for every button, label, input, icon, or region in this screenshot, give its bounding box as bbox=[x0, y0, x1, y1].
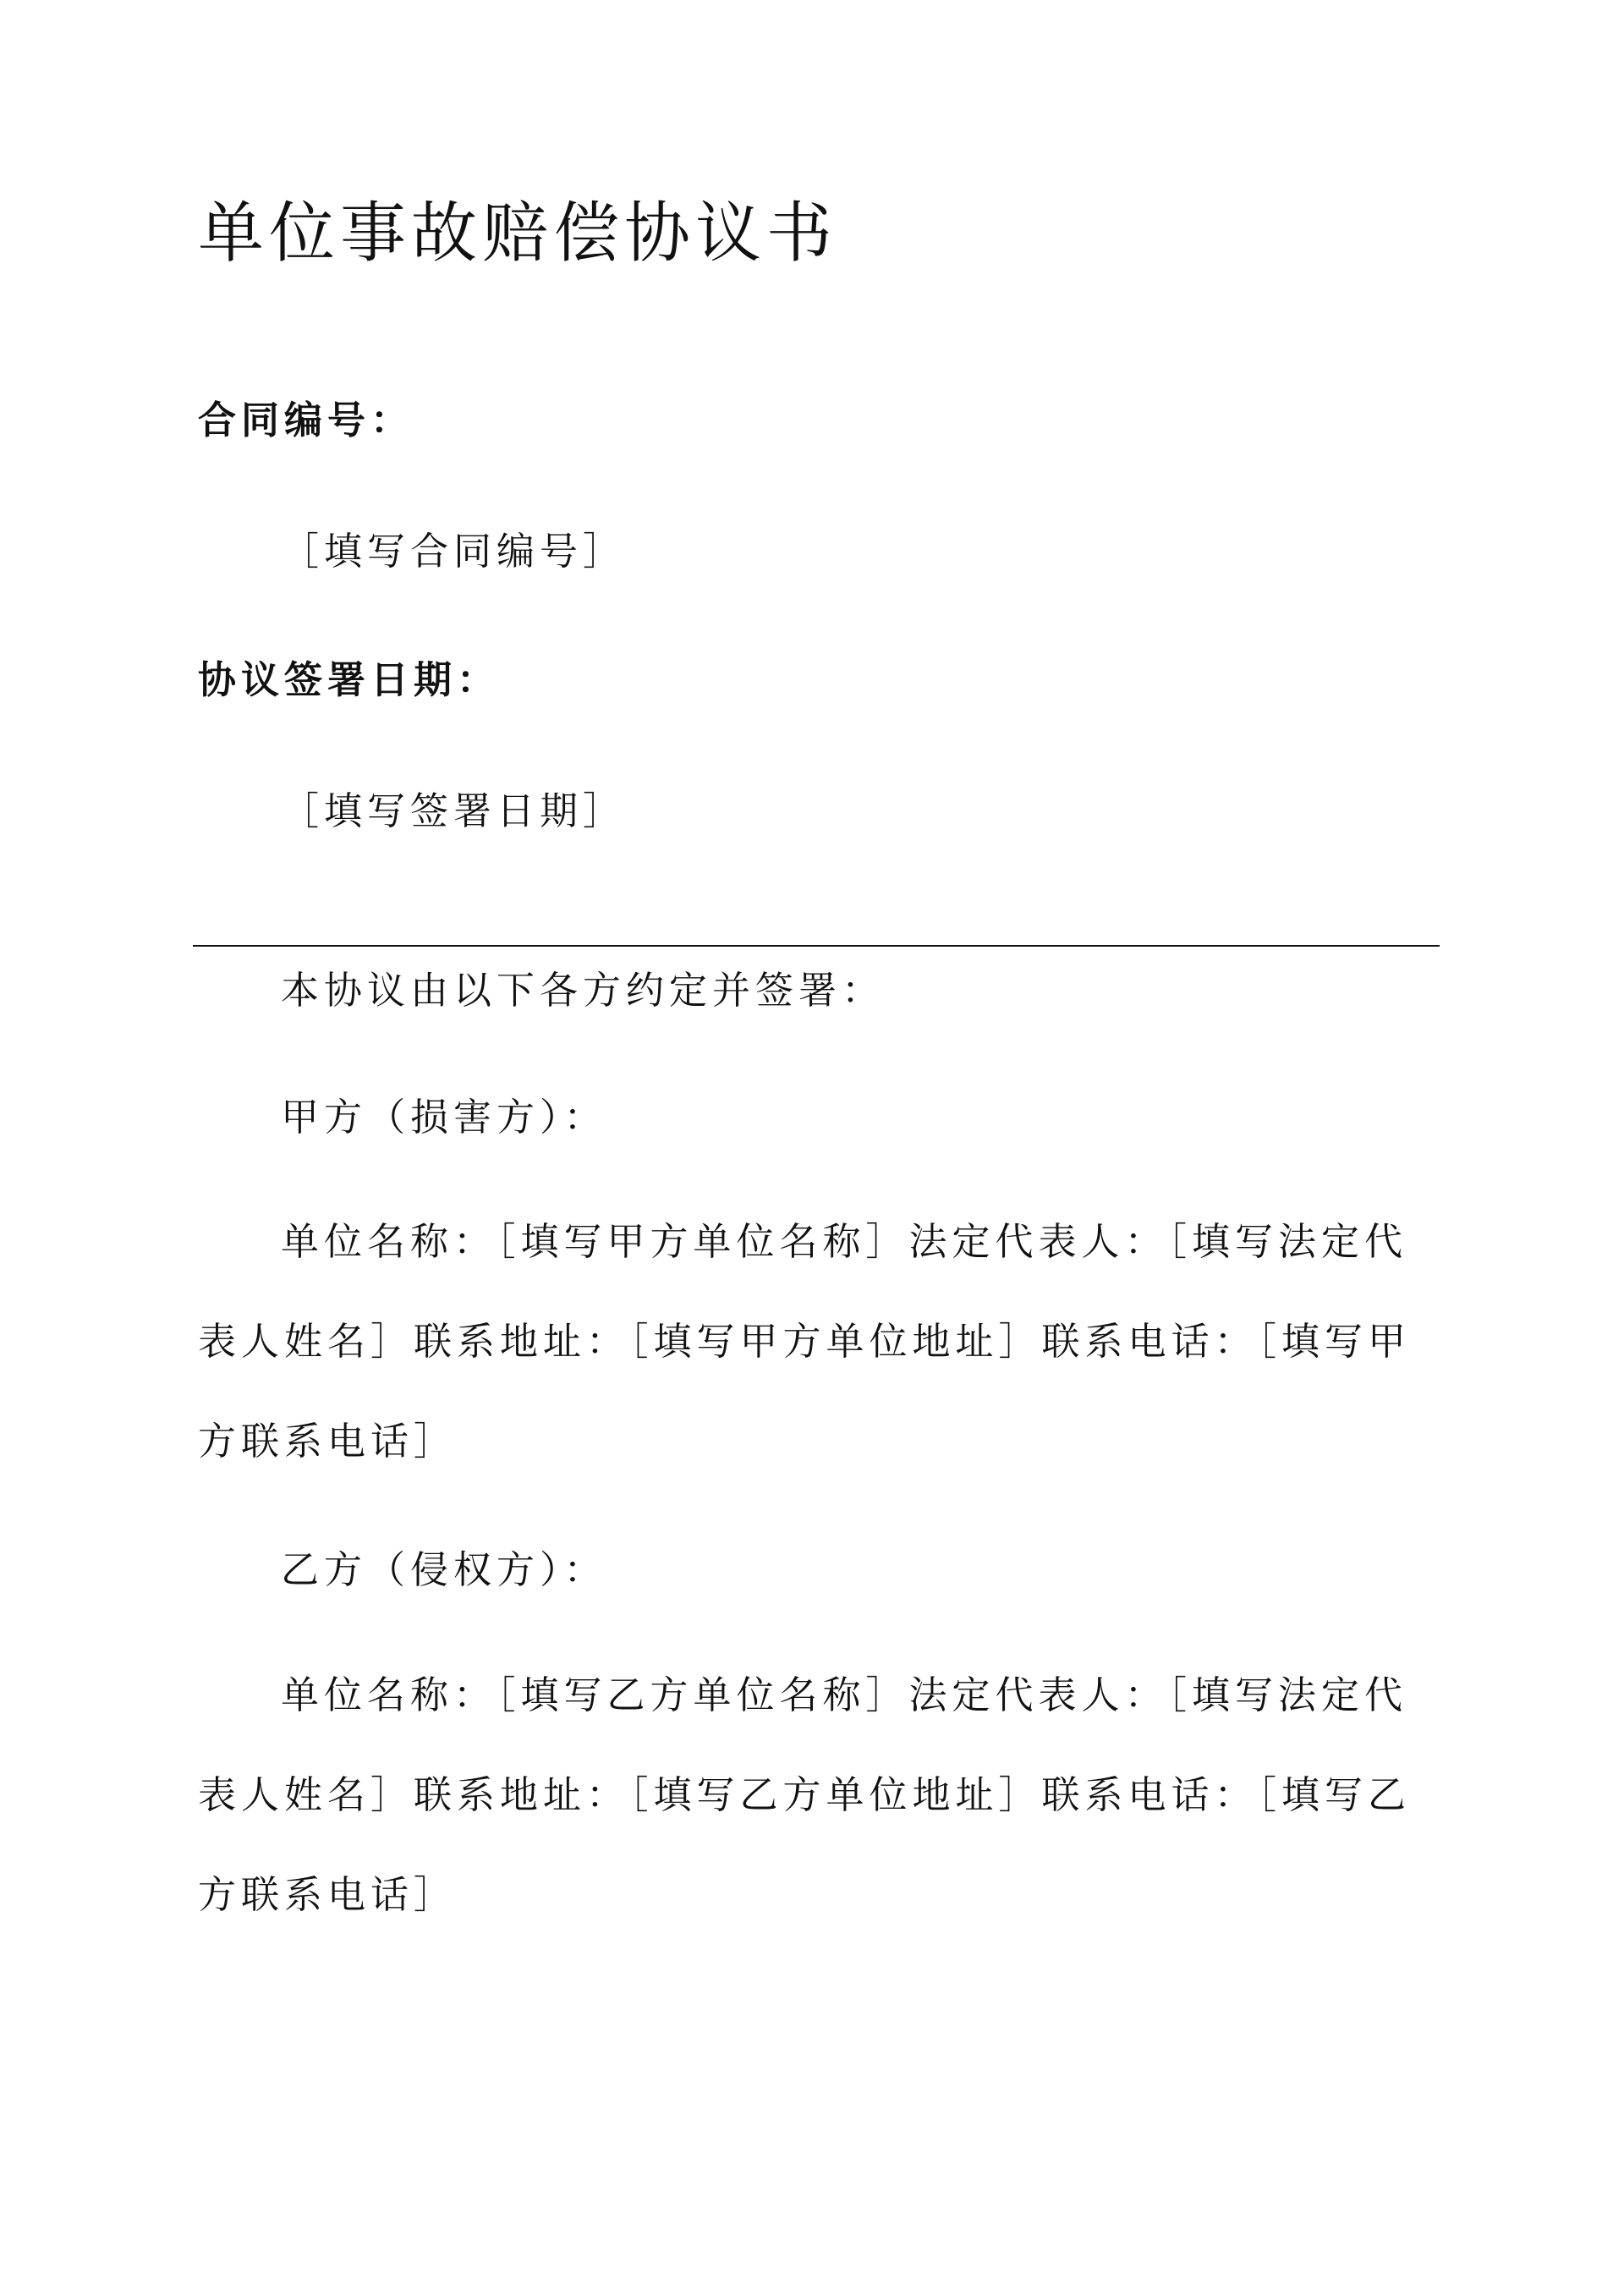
contract-number-field[interactable]: ［填写合同编号］ bbox=[281, 529, 627, 574]
party-b-details: 单位名称：［填写乙方单位名称］法定代表人：［填写法定代表人姓名］联系地址：［填写乙方单位地址］联系电话：［填写乙方联系电话］ bbox=[198, 1673, 1412, 1917]
party-a-details: 单位名称：［填写甲方单位名称］法定代表人：［填写法定代表人姓名］联系地址：［填写甲方单位地址］联系电话：［填写甲方联系电话］ bbox=[198, 1219, 1412, 1464]
party-a-heading: 甲方（损害方）： bbox=[281, 1095, 607, 1140]
party-b-heading: 乙方（侵权方）： bbox=[281, 1547, 607, 1592]
document-title: 单位事故赔偿协议书 bbox=[198, 195, 838, 272]
intro-paragraph: 本协议由以下各方约定并签署： bbox=[281, 968, 886, 1013]
signing-date-field[interactable]: ［填写签署日期］ bbox=[281, 788, 627, 833]
contract-number-label: 合同编号： bbox=[198, 398, 414, 442]
signing-date-label: 协议签署日期： bbox=[198, 657, 501, 702]
